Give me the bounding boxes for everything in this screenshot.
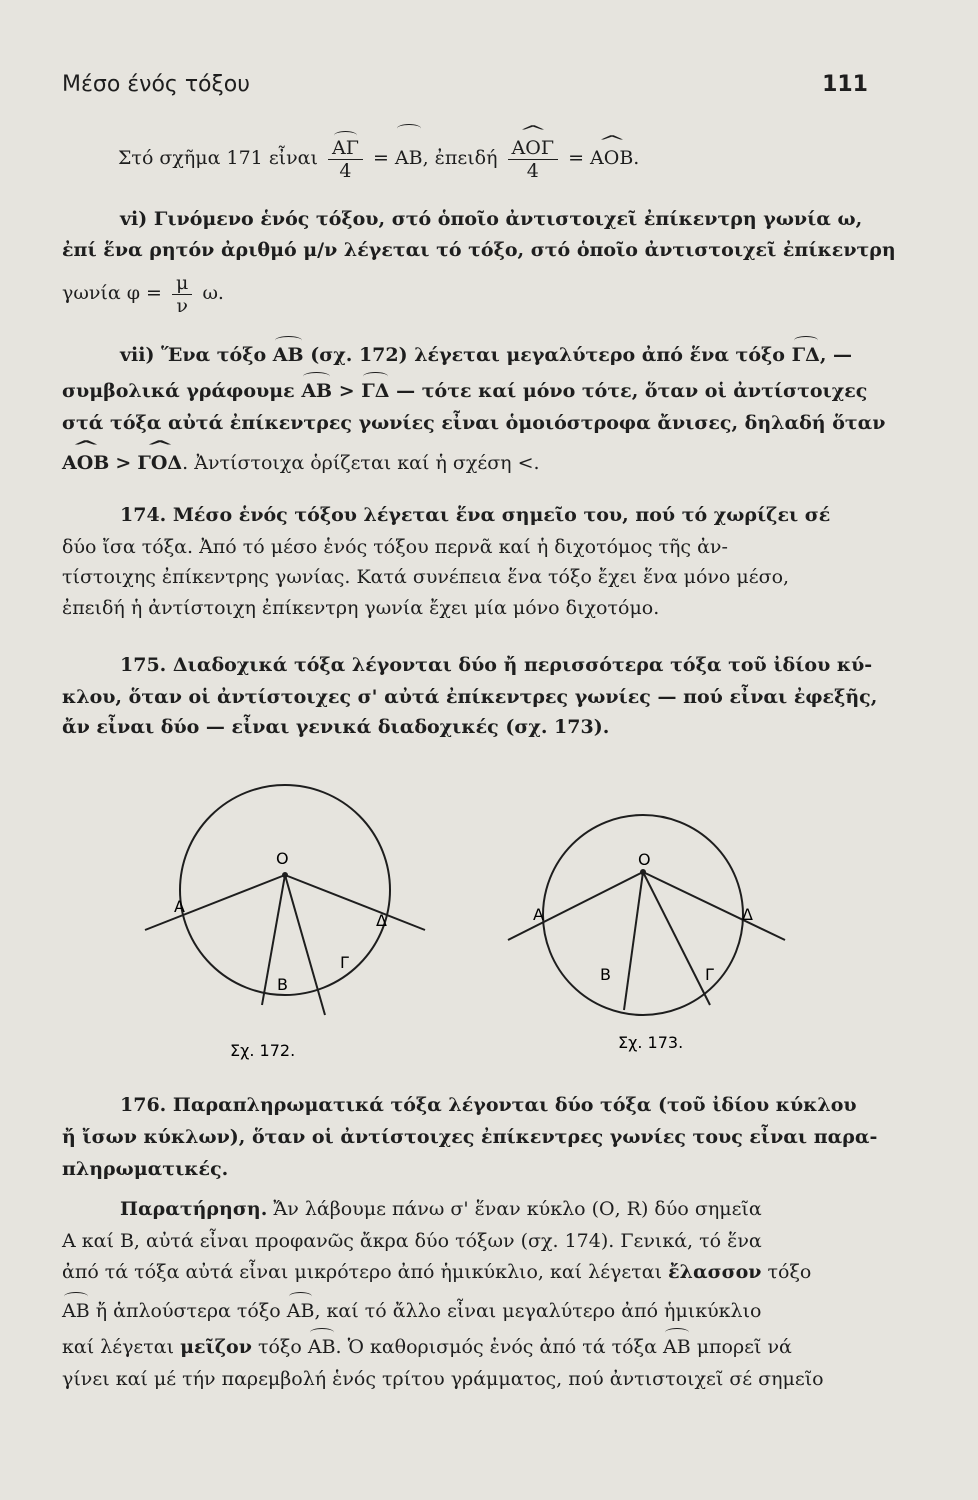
caption-172: Σχ. 172.	[230, 1041, 296, 1060]
angle-aog: ^ ΑΟΓ	[512, 137, 554, 159]
label-o: Ο	[276, 849, 289, 868]
equation-line	[118, 130, 908, 186]
arc-ab: ΑΒ	[662, 1336, 691, 1358]
p175-line-2: κλου, ὅταν οἱ ἀντίστοιχες σ' αὐτά ἐπίκεντρες γωνίες — πού εἶναι ἐφεξῆς,	[62, 686, 878, 708]
mu: μ	[172, 272, 192, 295]
p175-line-3: ἄν εἶναι δύο — εἶναι γενικά διαδοχικές (σχ. 173).	[62, 716, 610, 738]
page-header	[62, 72, 868, 104]
remark-line-3	[62, 1259, 852, 1285]
circle	[180, 785, 390, 995]
ray-oa	[508, 872, 643, 940]
label-d: Δ	[742, 905, 753, 924]
label-d: Δ	[376, 911, 387, 930]
remark-line-5	[62, 1334, 852, 1360]
vii-line-2	[62, 378, 868, 404]
vii-line-3: στά τόξα αὐτά ἐπίκεντρες γωνίες εἶναι ὁμοιόστροφα ἄνισες, δηλαδή ὅταν	[62, 412, 886, 434]
caption-173: Σχ. 173.	[618, 1033, 684, 1052]
greater-than: >	[115, 452, 132, 474]
running-head: Μέσο ένός τόξου	[62, 72, 250, 97]
p174-line-4: ἐπειδή ἡ ἀντίστοιχη ἐπίκεντρη γωνία ἔχει μία μόνο διχοτόμο.	[62, 597, 660, 619]
gonia-phi: γωνία φ =	[62, 282, 162, 304]
p176-line-1: 176. Παραπληρωματικά τόξα λέγονται δύο τόξα (τοῦ ἰδίου κύκλου	[120, 1094, 857, 1116]
remark-text: τόξο	[767, 1261, 812, 1283]
equals-sign: =	[372, 147, 389, 169]
circle	[543, 815, 743, 1015]
remark-text: , καί τό ἄλλο εἶναι μεγαλύτερο ἀπό ἡμικύκλιο	[314, 1300, 762, 1322]
figure-173	[500, 760, 800, 1070]
angle-aob: ^ ΑΟΒ	[62, 450, 109, 476]
vi-line-2: ἐπί ἕνα ρητόν ἀριθμό μ/ν λέγεται τό τόξο, στό ὁποῖο ἀντιστοιχεῖ ἐπίκεντρη	[62, 239, 896, 261]
remark-text: Ἄν λάβουμε πάνω σ' ἕναν κύκλο (Ο, R) δύο σημεῖα	[273, 1198, 762, 1220]
p176-line-3: πληρωματικές.	[62, 1158, 229, 1180]
angle-god: ^ ΓΟΔ	[137, 450, 182, 476]
label-a: Α	[174, 897, 185, 916]
angle-aob: ^ ΑΟΒ	[590, 130, 633, 186]
remark-text: ἤ ἁπλούστερα τόξο	[95, 1300, 281, 1322]
ray-od	[643, 872, 785, 940]
p174-line-2: δύο ἴσα τόξα. Ἀπό τό μέσο ἑνός τόξου περνᾶ καί ἡ διχοτόμος τῆς ἀν-	[62, 536, 728, 558]
remark-text: καί λέγεται	[62, 1336, 175, 1358]
nu: ν	[176, 294, 188, 317]
greater-than: >	[338, 380, 355, 402]
label-b: Β	[600, 965, 611, 984]
fraction-arc-ag	[328, 137, 363, 182]
p176-line-2: ἤ ἴσων κύκλων), ὅταν οἱ ἀντίστοιχες ἐπίκεντρες γωνίες τους εἶναι παρα-	[62, 1126, 878, 1148]
vii-text: (σχ. 172) λέγεται μεγαλύτερο ἀπό ἕνα τόξο	[310, 344, 785, 366]
label-a: Α	[533, 905, 544, 924]
label-b: Β	[277, 975, 288, 994]
vii-text: , —	[819, 344, 853, 366]
arc-ag: ΑΓ	[331, 136, 359, 159]
label-g: Γ	[705, 965, 714, 984]
remark-line-2: Α καί Β, αὐτά εἶναι προφανῶς ἄκρα δύο τόξων (σχ. 174). Γενικά, τό ἕνα	[62, 1230, 762, 1252]
center-point	[640, 869, 646, 875]
eq-intro: Στό σχῆμα 171 εἶναι	[118, 147, 318, 169]
vii-text: vii) Ἕνα τόξο	[120, 344, 267, 366]
arc-ab: ΑΒ	[395, 130, 423, 186]
p174-line-1: 174. Μέσο ἑνός τόξου λέγεται ἕνα σημεῖο του, πού τό χωρίζει σέ	[120, 504, 831, 526]
remark-text: ἀπό τά τόξα αὐτά εἶναι μικρότερο ἀπό ἡμικύκλιο, καί λέγεται	[62, 1261, 663, 1283]
p175-line-1: 175. Διαδοχικά τόξα λέγονται δύο ἤ περισσότερα τόξα τοῦ ἰδίου κύ-	[120, 654, 873, 676]
arc-gd: ΓΔ	[791, 344, 820, 366]
arc-gd: ΓΔ	[361, 380, 390, 402]
label-o: Ο	[638, 850, 651, 869]
vii-text: — τότε καί μόνο τότε, ὅταν οἱ ἀντίστοιχες	[396, 380, 868, 402]
page-number: 111	[822, 72, 868, 97]
label-g: Γ	[340, 953, 349, 972]
fraction-angle-aog	[508, 137, 558, 182]
vii-text: . Ἀντίστοιχα ὁρίζεται καί ἡ σχέση <.	[182, 452, 540, 474]
remark-line-4	[62, 1298, 852, 1324]
arc-ab: ΑΒ	[272, 344, 304, 366]
term-elasson: ἔλασσον	[668, 1261, 762, 1283]
vii-line-1	[120, 342, 910, 368]
fraction-den: 4	[526, 159, 539, 182]
fraction-den: 4	[339, 159, 352, 182]
vii-line-4	[62, 450, 852, 476]
ray-oa	[145, 875, 285, 930]
remark-text: μπορεῖ νά	[696, 1336, 792, 1358]
arc-ab: ΑΒ	[301, 380, 333, 402]
ray-og	[643, 872, 710, 1005]
term-meizon: μεῖζον	[180, 1336, 252, 1358]
remark-line-1	[120, 1196, 910, 1222]
ray-ob	[624, 872, 643, 1010]
figure-172	[140, 760, 440, 1070]
fraction-mu-nu	[172, 272, 192, 317]
p174-line-3: τίστοιχης ἐπίκεντρης γωνίας. Κατά συνέπεια ἕνα τόξο ἔχει ἕνα μόνο μέσο,	[62, 566, 790, 588]
equals-sign: =	[568, 147, 584, 169]
vi-line-3	[62, 268, 852, 318]
vii-text: συμβολικά γράφουμε	[62, 380, 295, 402]
omega: ω.	[202, 282, 224, 304]
period: .	[633, 147, 640, 169]
arc-ab: ΑΒ	[62, 1300, 90, 1322]
eq-since: , ἐπειδή	[422, 147, 498, 169]
vi-line-1: vi) Γινόμενο ἑνός τόξου, στό ὁποῖο ἀντιστοιχεῖ ἐπίκεντρη γωνία ω,	[120, 208, 863, 230]
remark-text: . Ὁ καθορισμός ἑνός ἀπό τά τόξα	[335, 1336, 657, 1358]
center-point	[282, 872, 288, 878]
remark-heading: Παρατήρηση.	[120, 1198, 268, 1220]
remark-text: τόξο	[257, 1336, 302, 1358]
remark-line-6: γίνει καί μέ τήν παρεμβολή ἑνός τρίτου γράμματος, πού ἀντιστοιχεῖ σέ σημεῖο	[62, 1368, 824, 1390]
arc-ab: ΑΒ	[307, 1336, 336, 1358]
ray-od	[285, 875, 425, 930]
arc-ab: ΑΒ	[286, 1300, 315, 1322]
